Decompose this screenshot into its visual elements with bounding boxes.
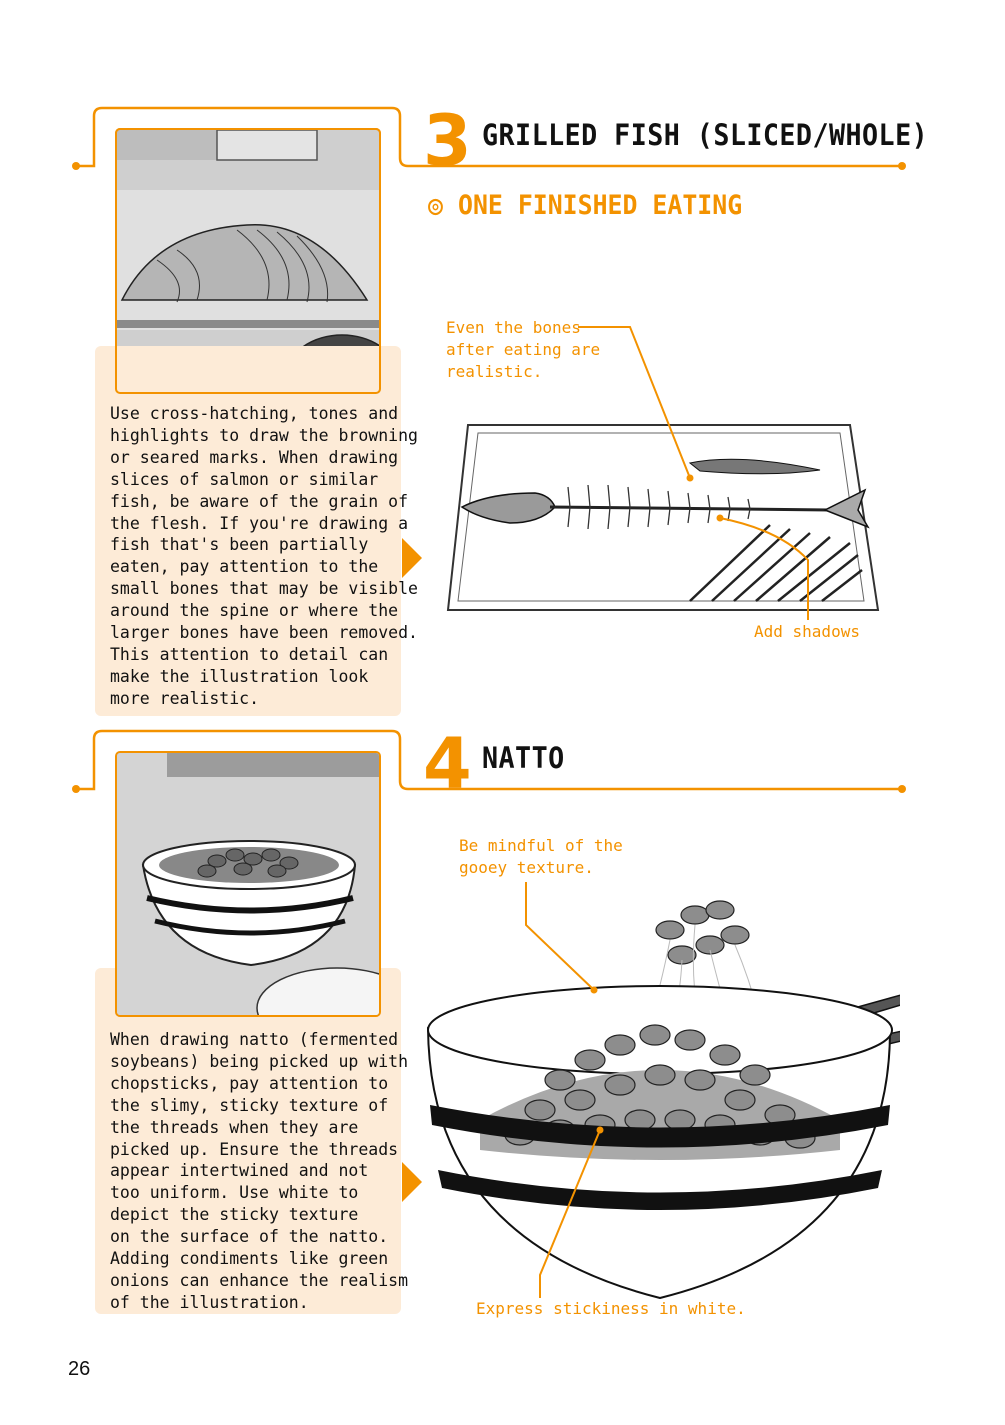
page-number: 26 <box>68 1358 91 1380</box>
section-3-title: GRILLED FISH (SLICED/WHOLE) <box>482 118 929 152</box>
note-bones: Even the bones after eating are realistic. <box>446 318 601 381</box>
section-4-description: When drawing natto (fermented soybeans) being picked up with chopsticks, pay attention to the slimy, sticky texture of the threads when they are picked up. Ensure the threads appear intertwined and not too uniform. Use white to depict the sticky texture on the surface of the natto. Adding condiments like green onions can enhance the realism of the illustration. <box>110 1030 409 1312</box>
section-3-description: Use cross-hatching, tones and highlights to draw the browning or seared marks. When drawing slices of salmon or similar fish, be aware of the grain of the flesh. If you're drawing a fish that's been partially eaten, pay attention to the small bones that may be visible around the spine or where the larger bones have been removed. This attention to detail can make the illustration look more realistic. <box>110 404 418 708</box>
section-4-number: 4 <box>423 723 472 805</box>
section-3-number: 3 <box>423 100 472 182</box>
note-gooey: Be mindful of the gooey texture. <box>459 836 623 877</box>
section-4-title: NATTO <box>482 741 565 775</box>
note-sticky: Express stickiness in white. <box>476 1299 746 1318</box>
double-circle-icon: ◎ <box>428 190 443 221</box>
note-shadows: Add shadows <box>754 622 860 641</box>
subtitle-text: ONE FINISHED EATING <box>457 190 743 221</box>
